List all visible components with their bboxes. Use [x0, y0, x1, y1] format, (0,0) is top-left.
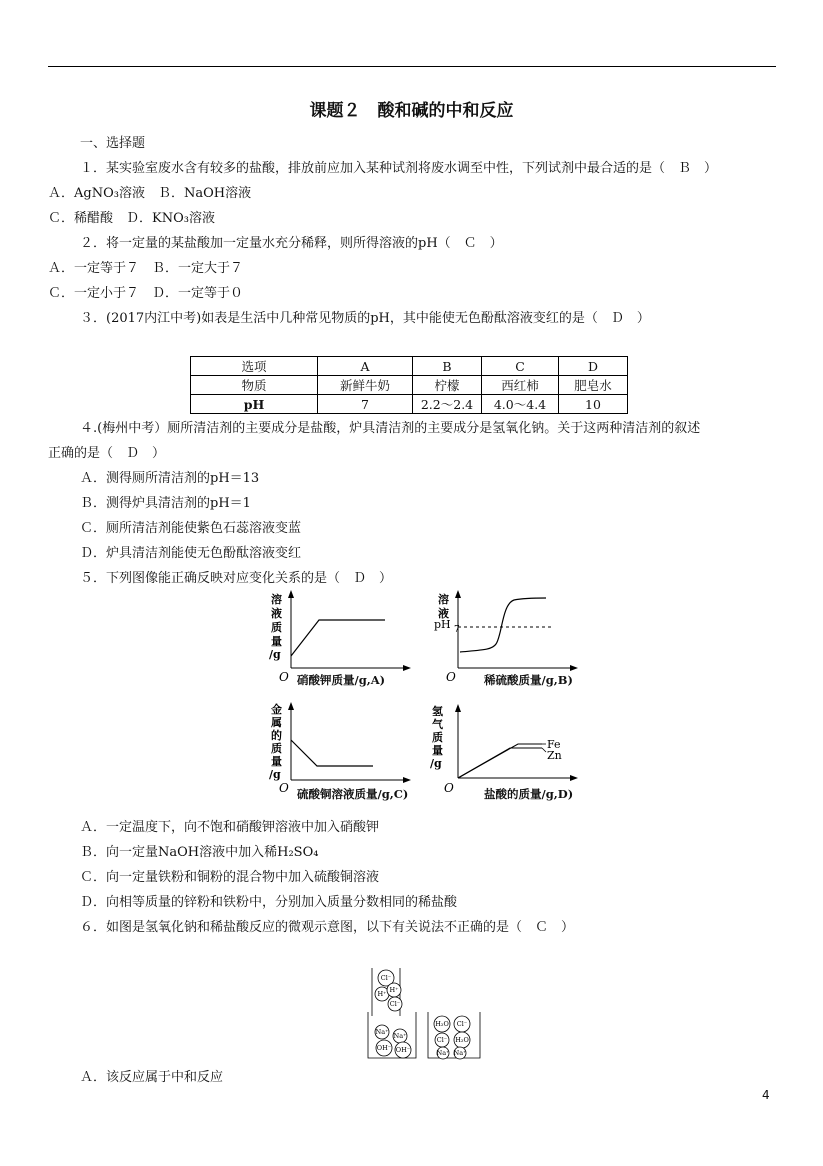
- q6-option-a: Ａ．该反应属于中和反应: [80, 1070, 224, 1085]
- graph-b-ylabel: 液: [438, 607, 449, 620]
- graph-a-xlabel: 硝酸钾质量/g,A): [297, 673, 386, 687]
- page-number: 4: [762, 1088, 770, 1102]
- q4-option-b: Ｂ．测得炉具清洁剂的pH＝1: [80, 496, 251, 511]
- origin-label: O: [279, 670, 289, 684]
- q6-stem: ６．如图是氢氧化钠和稀盐酸反应的微观示意图，以下有关说法不正确的是（ Ｃ ）: [80, 920, 575, 935]
- table-cell: 物质: [191, 376, 318, 395]
- ion-label: Cl⁻: [456, 1020, 468, 1028]
- q2-options-cd: Ｃ．一定小于７ Ｄ．一定等于０: [48, 286, 244, 301]
- graph-d-ylabel: 质: [432, 731, 443, 744]
- table-cell: 西红柿: [482, 376, 559, 395]
- table-cell: 选项: [191, 357, 318, 376]
- graph-c-ylabel: /g: [269, 768, 281, 781]
- arrow: [455, 704, 461, 712]
- zn-label: Zn: [547, 749, 562, 762]
- q5-option-c: Ｃ．向一定量铁粉和铜粉的混合物中加入硫酸铜溶液: [80, 870, 380, 885]
- table-cell: 2.2～2.4: [413, 395, 482, 414]
- graph-b-ylabel: 溶: [438, 593, 449, 606]
- table-row: [191, 376, 628, 395]
- leader-line: [542, 748, 546, 752]
- arrow: [288, 590, 294, 598]
- graph-c-ylabel: 质: [271, 742, 282, 755]
- q4-stem: ４.(梅州中考）厕所清洁剂的主要成分是盐酸，炉具清洁剂的主要成分是氢氧化钠。关于这两种清洁剂的叙述: [80, 421, 701, 436]
- ion-label: H⁺: [377, 990, 387, 998]
- q5-option-d: Ｄ．向相等质量的锌粉和铁粉中，分别加入质量分数相同的稀盐酸: [80, 895, 458, 910]
- q2-stem: ２．将一定量的某盐酸加一定量水充分稀释，则所得溶液的pH（ Ｃ ）: [80, 236, 503, 251]
- ion-label: H₂O: [435, 1020, 449, 1028]
- curve: [291, 740, 373, 766]
- ion-label: Na⁺: [375, 1028, 389, 1036]
- curve-fe: [458, 748, 542, 778]
- table-row: [191, 395, 628, 414]
- curve: [291, 620, 385, 656]
- graph-a-ylabel: 溶: [271, 593, 282, 606]
- table-cell: A: [318, 357, 413, 376]
- table-cell: 7: [318, 395, 413, 414]
- graph-c-xlabel: 硫酸铜溶液质量/g,C): [297, 787, 409, 801]
- arrow: [403, 665, 411, 671]
- ph-label: pH: [434, 618, 451, 631]
- q1-options-ab: Ａ．AgNO₃溶液 Ｂ．NaOH溶液: [48, 186, 252, 201]
- graph-a-ylabel: 液: [271, 607, 282, 620]
- arrow: [570, 775, 578, 781]
- graph-a-ylabel: 量: [271, 635, 282, 648]
- q5-option-b: Ｂ．向一定量NaOH溶液中加入稀H₂SO₄: [80, 845, 319, 860]
- q1-options-cd: Ｃ．稀醋酸 Ｄ．KNO₃溶液: [48, 211, 215, 226]
- graph-d-ylabel: 量: [432, 744, 443, 757]
- table-cell: D: [559, 357, 628, 376]
- graph-d-ylabel: /g: [430, 757, 442, 770]
- table-cell: B: [413, 357, 482, 376]
- graph-c-ylabel: 属: [271, 716, 282, 729]
- q4-option-d: Ｄ．炉具清洁剂能使无色酚酞溶液变红: [80, 546, 302, 561]
- ion-label: H⁺: [389, 986, 399, 994]
- table-cell: 肥皂水: [559, 376, 628, 395]
- graph-c-ylabel: 量: [271, 755, 282, 768]
- graph-d-ylabel: 气: [432, 718, 443, 731]
- q4-option-a: Ａ．测得厕所清洁剂的pH＝13: [80, 471, 260, 486]
- graph-b-xlabel: 稀硫酸质量/g,B): [484, 673, 573, 687]
- graph-a-ylabel: /g: [269, 648, 281, 661]
- seven-label: 7: [454, 625, 460, 635]
- ion-label: OH⁻: [395, 1046, 411, 1054]
- q4-option-c: Ｃ．厕所清洁剂能使紫色石蕊溶液变蓝: [80, 521, 302, 536]
- table-cell: C: [482, 357, 559, 376]
- page-title: 课题２ 酸和碱的中和反应: [309, 101, 514, 121]
- ion-label: Na⁺: [393, 1032, 407, 1040]
- q5-stem: ５．下列图像能正确反映对应变化关系的是（ Ｄ ）: [80, 571, 393, 586]
- q2-options-ab: Ａ．一定等于７ Ｂ．一定大于７: [48, 261, 244, 276]
- graph-d-xlabel: 盐酸的质量/g,D): [484, 787, 574, 801]
- ion-label: Na⁺: [436, 1049, 450, 1057]
- ion-label: Cl⁻: [436, 1036, 448, 1044]
- section-heading: 一、选择题: [80, 136, 146, 151]
- arrow: [570, 665, 578, 671]
- table-row: [191, 357, 628, 376]
- table-cell: 10: [559, 395, 628, 414]
- q4-stem-cont: 正确的是（ Ｄ ）: [48, 446, 166, 461]
- arrow: [288, 702, 294, 710]
- q5-option-a: Ａ．一定温度下，向不饱和硝酸钾溶液中加入硝酸钾: [80, 820, 380, 835]
- arrow: [403, 777, 411, 783]
- header-rule: [48, 66, 776, 67]
- q3-stem: ３．(2017内江中考)如表是生活中几种常见物质的pH，其中能使无色酚酞溶液变红的是（ Ｄ ）: [80, 311, 650, 326]
- table-cell: 新鲜牛奶: [318, 376, 413, 395]
- ion-label: OH⁻: [376, 1044, 392, 1052]
- q1-stem: １．某实验室废水含有较多的盐酸，排放前应加入某种试剂将废水调至中性，下列试剂中最合适的是（ Ｂ ）: [80, 161, 718, 176]
- table-cell: pH: [191, 395, 318, 414]
- curve-zn: [458, 744, 542, 778]
- graph-a-ylabel: 质: [271, 621, 282, 634]
- table-cell: 柠檬: [413, 376, 482, 395]
- fe-label: Fe: [547, 738, 561, 751]
- graph-c-ylabel: 金: [271, 703, 282, 716]
- graph-d-ylabel: 氢: [432, 705, 443, 718]
- origin-label: O: [279, 781, 289, 795]
- arrow: [455, 590, 461, 598]
- graph-c-ylabel: 的: [271, 729, 282, 742]
- ph-table: [190, 356, 628, 414]
- reaction-diagram: [358, 960, 488, 1064]
- origin-label: O: [446, 670, 456, 684]
- ion-label: Cl⁻: [389, 1000, 401, 1008]
- table-cell: 4.0～4.4: [482, 395, 559, 414]
- ion-label: Cl⁻: [380, 974, 392, 982]
- ion-label: H₂O: [455, 1036, 469, 1044]
- curve: [460, 598, 546, 652]
- origin-label: O: [444, 781, 454, 795]
- ion-label: Na⁺: [453, 1049, 467, 1057]
